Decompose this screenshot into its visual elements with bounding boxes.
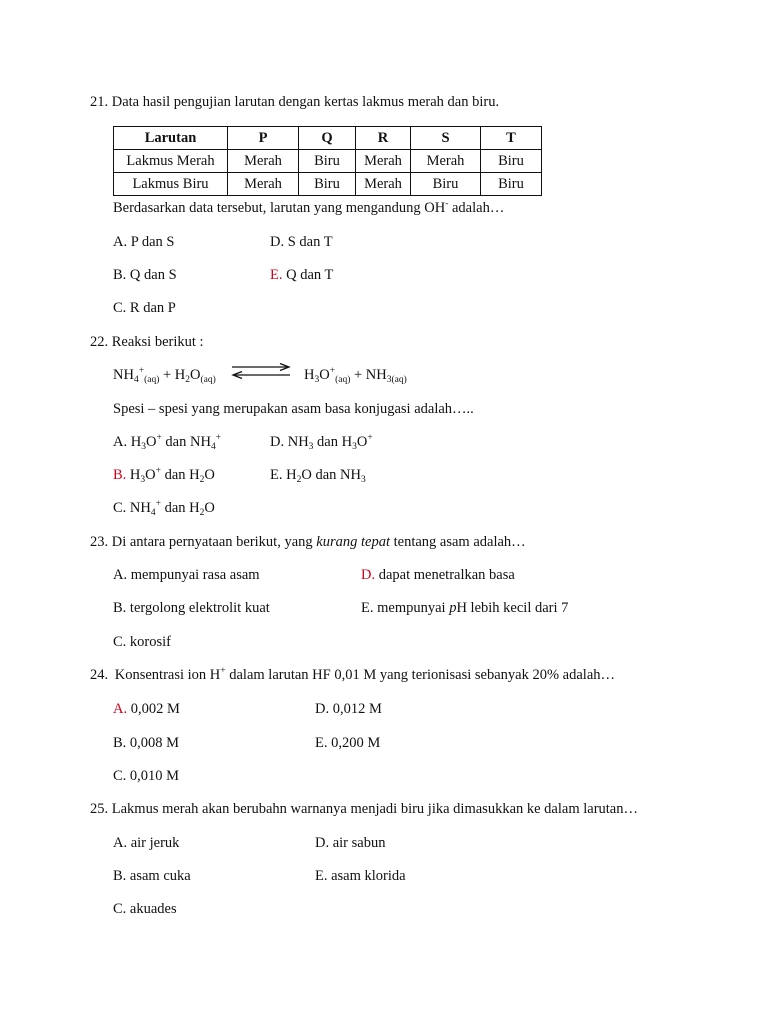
table-header-cell: Larutan [114, 127, 228, 150]
option-text: O dan NH [301, 467, 361, 483]
subscript: 4 [210, 442, 216, 452]
option-e[interactable] [270, 466, 366, 484]
subscript: 3 [140, 475, 146, 485]
option-b[interactable]: B. Q dan S [113, 267, 177, 283]
table-header-cell: R [356, 127, 411, 150]
superscript: + [220, 666, 226, 676]
answer-marker: A. [113, 701, 128, 717]
superscript: - [445, 199, 449, 209]
question-text: Konsentrasi ion H [114, 667, 221, 683]
question-number: 22. [90, 334, 109, 350]
question-24 [90, 666, 615, 684]
question-21 [90, 93, 499, 111]
option-text: H [129, 467, 141, 483]
state-subscript: (aq) [200, 375, 216, 385]
table-cell: Biru [481, 150, 542, 173]
option-text: dapat menetralkan basa [378, 567, 515, 583]
table-cell: Biru [299, 173, 356, 196]
question-text: Reaksi berikut : [111, 334, 204, 350]
option-text: dan H [313, 434, 353, 450]
table-cell: Lakmus Merah [114, 150, 228, 173]
superscript: + [155, 466, 161, 476]
subscript: 3 [314, 375, 320, 385]
option-d[interactable] [361, 566, 515, 584]
state-subscript: (aq) [144, 375, 160, 385]
option-text: C. NH [113, 500, 151, 516]
equation-products [304, 366, 407, 384]
option-text: dan NH [165, 434, 211, 450]
table-row [114, 173, 542, 196]
question-23 [90, 533, 526, 551]
option-c[interactable] [113, 499, 215, 517]
equilibrium-arrows-icon [230, 363, 292, 379]
option-c[interactable]: C. korosif [113, 634, 171, 650]
superscript: + [156, 433, 162, 443]
option-text: E. mempunyai [361, 600, 450, 616]
table-header-cell: S [411, 127, 481, 150]
option-text: dan H [160, 500, 200, 516]
superscript: + [329, 366, 336, 376]
table-header-cell: Q [299, 127, 356, 150]
question-22 [90, 333, 204, 351]
option-b[interactable]: B. tergolong elektrolit kuat [113, 600, 270, 616]
option-e[interactable]: E. 0,200 M [315, 735, 381, 751]
option-c[interactable]: C. akuades [113, 901, 177, 917]
followup-text: adalah… [451, 200, 505, 216]
state-subscript: (aq) [335, 375, 351, 385]
subscript: 2 [296, 475, 302, 485]
option-text: E. H [270, 467, 297, 483]
option-e[interactable]: E. asam klorida [315, 868, 406, 884]
question-number: 25. [90, 801, 109, 817]
option-e[interactable] [361, 599, 568, 617]
option-text: dan H [164, 467, 200, 483]
equation-reactants [113, 366, 216, 384]
question-text: dalam larutan HF 0,01 M yang terionisasi sebanyak 20% adalah… [229, 667, 616, 683]
answer-marker: B. [113, 467, 127, 483]
option-a[interactable]: A. mempunyai rasa asam [113, 567, 260, 583]
subscript: 2 [199, 508, 205, 518]
question-text: Lakmus merah akan berubahn warnanya menjadi biru jika dimasukkan ke dalam larutan… [111, 801, 638, 817]
subscript: 3 [352, 442, 357, 452]
table-cell: Biru [299, 150, 356, 173]
subscript: 2 [185, 375, 191, 385]
formula-text: + NH [350, 367, 387, 383]
table-cell: Lakmus Biru [114, 173, 228, 196]
option-a[interactable]: A. air jeruk [113, 835, 180, 851]
table-cell: Merah [228, 150, 299, 173]
followup-text: Berdasarkan data tersebut, larutan yang mengandung OH [113, 200, 446, 216]
option-c[interactable]: C. 0,010 M [113, 768, 180, 784]
option-b[interactable]: B. 0,008 M [113, 735, 180, 751]
option-text: D. NH [270, 434, 309, 450]
table-header-cell: P [228, 127, 299, 150]
option-d[interactable]: D. $NH_3$ dan $H_3O^+$ [270, 433, 373, 452]
option-a[interactable]: A. P dan S [113, 234, 175, 250]
option-text: 0,002 M [130, 701, 180, 717]
subscript: 4 [150, 508, 156, 518]
option-text: H lebih kecil dari 7 [456, 600, 569, 616]
question-21-followup [113, 199, 504, 217]
answer-marker: E. [270, 267, 283, 283]
option-d[interactable]: D. S dan T [270, 234, 333, 250]
subscript: 3 [360, 475, 366, 485]
formula-text: O [190, 367, 201, 383]
option-text: O [204, 500, 215, 516]
superscript: + [138, 366, 145, 376]
question-emphasis: kurang tepat [316, 534, 390, 550]
formula-text: NH [113, 367, 134, 383]
table-row [114, 150, 542, 173]
question-25 [90, 800, 638, 818]
option-a[interactable]: A. $H_3O^+$ dan $NH_4^+$ [113, 433, 222, 452]
subscript: 3 [141, 442, 146, 452]
option-e[interactable] [270, 266, 333, 284]
table-cell: Merah [228, 173, 299, 196]
answer-marker: D. [361, 567, 376, 583]
option-b[interactable]: B. asam cuka [113, 868, 191, 884]
option-d[interactable]: D. air sabun [315, 835, 386, 851]
table-header-row [114, 127, 542, 150]
option-text: Q dan T [286, 267, 334, 283]
option-c[interactable]: C. R dan P [113, 300, 176, 316]
question-22-prompt: Spesi – spesi yang merupakan asam basa konjugasi adalah….. [113, 401, 474, 417]
formula-text: + H [159, 367, 186, 383]
litmus-test-table [113, 126, 542, 196]
table-cell: Merah [356, 150, 411, 173]
question-text: Data hasil pengujian larutan dengan kertas lakmus merah dan biru. [111, 94, 500, 110]
formula-text: O [319, 367, 330, 383]
subscript: 3 [308, 442, 314, 452]
table-header-cell: T [481, 127, 542, 150]
question-text: tentang asam adalah… [393, 534, 526, 550]
superscript: + [215, 433, 222, 443]
option-d[interactable]: D. 0,012 M [315, 701, 382, 717]
question-text: Di antara pernyataan berikut, yang [111, 534, 313, 550]
superscript: + [155, 499, 161, 509]
formula-text: H [304, 367, 315, 383]
subscript: 3(aq) [386, 375, 407, 385]
option-emphasis: p [449, 600, 457, 616]
option-b[interactable]: B. $H_3O^+$ dan $H_2O$ [113, 466, 215, 485]
option-text: A. H [113, 434, 142, 450]
option-a[interactable] [113, 700, 180, 718]
question-number: 24. [90, 667, 109, 683]
table-cell: Biru [481, 173, 542, 196]
subscript: 2 [199, 475, 205, 485]
superscript: + [367, 433, 373, 443]
table-cell: Merah [411, 150, 481, 173]
option-text: O [204, 467, 215, 483]
question-number: 21. [90, 94, 109, 110]
table-cell: Merah [356, 173, 411, 196]
table-cell: Biru [411, 173, 481, 196]
subscript: 4 [133, 375, 139, 385]
question-number: 23. [90, 534, 109, 550]
